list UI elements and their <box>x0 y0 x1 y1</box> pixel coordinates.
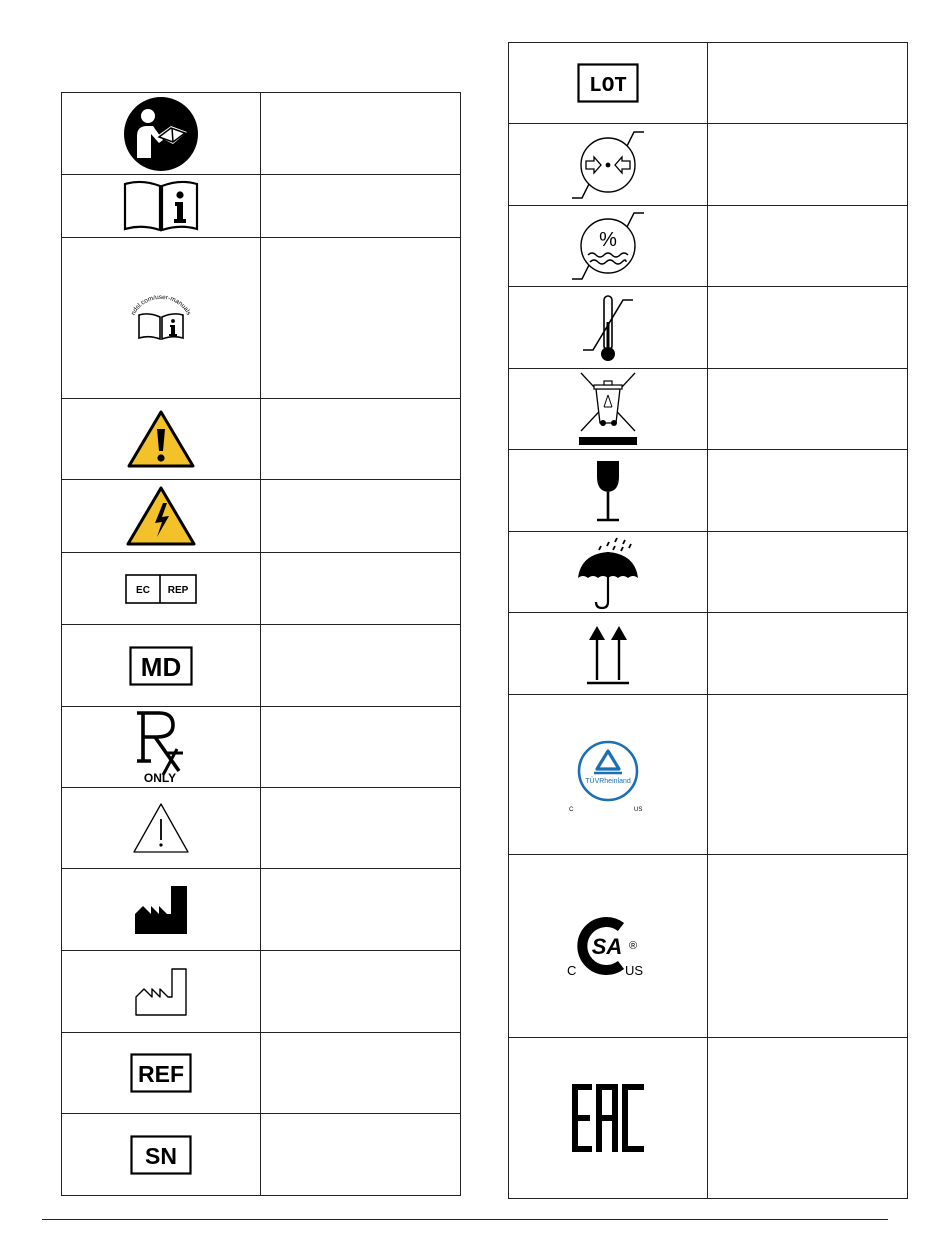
reference-number-icon <box>130 1053 192 1093</box>
symbol-cell <box>509 369 708 450</box>
atmospheric-pressure-limit-icon <box>570 128 646 202</box>
humidity-limit-icon <box>570 209 646 283</box>
table-row <box>509 287 908 369</box>
table-row <box>62 707 461 788</box>
caution-icon <box>131 801 191 855</box>
table-row <box>62 93 461 175</box>
symbol-cell <box>509 532 708 613</box>
symbol-cell <box>62 553 261 625</box>
table-row <box>62 553 461 625</box>
csa-brand-text: SA <box>591 934 623 959</box>
temperature-limit-icon <box>581 290 635 366</box>
description-cell <box>261 869 461 951</box>
description-cell <box>708 369 908 450</box>
electrical-hazard-icon <box>125 485 197 547</box>
eac-mark-icon <box>570 1080 646 1156</box>
description-cell <box>261 175 461 238</box>
keep-dry-icon <box>575 534 641 610</box>
description-cell <box>708 855 908 1038</box>
symbols-table-left <box>61 92 461 1196</box>
table-row <box>62 175 461 238</box>
symbol-cell <box>509 43 708 124</box>
table-row <box>509 855 908 1038</box>
table-row <box>62 951 461 1033</box>
table-row <box>509 613 908 695</box>
description-cell <box>261 238 461 399</box>
lot-label: LOT <box>589 75 627 98</box>
symbol-cell <box>62 869 261 951</box>
symbol-cell <box>509 1038 708 1199</box>
sn-label: SN <box>145 1142 177 1169</box>
table-row <box>62 1114 461 1196</box>
symbol-cell <box>62 238 261 399</box>
serial-number-icon <box>130 1135 192 1175</box>
symbol-cell <box>62 707 261 788</box>
manual-url-text: ndsl.com/user-manuals <box>129 293 193 317</box>
table-row <box>62 1033 461 1114</box>
description-cell <box>708 124 908 206</box>
description-cell <box>261 93 461 175</box>
symbol-cell <box>509 450 708 532</box>
symbol-cell <box>62 788 261 869</box>
description-cell <box>261 1114 461 1196</box>
table-row <box>62 480 461 553</box>
table-row <box>509 43 908 124</box>
table-row <box>509 1038 908 1199</box>
table-row <box>509 450 908 532</box>
table-row <box>62 625 461 707</box>
tuv-c-label: C <box>569 806 574 813</box>
symbol-cell <box>509 855 708 1038</box>
description-cell <box>708 532 908 613</box>
symbol-cell <box>62 93 261 175</box>
description-cell <box>708 1038 908 1199</box>
this-way-up-icon <box>585 622 631 686</box>
table-row <box>509 124 908 206</box>
symbol-cell <box>509 124 708 206</box>
csa-registered-mark: ® <box>629 940 638 952</box>
symbol-cell <box>62 951 261 1033</box>
humidity-percent-label: % <box>599 229 617 251</box>
medical-device-icon <box>129 646 193 686</box>
description-cell <box>261 399 461 480</box>
description-cell <box>261 480 461 553</box>
description-cell <box>261 788 461 869</box>
table-row <box>509 532 908 613</box>
description-cell <box>261 951 461 1033</box>
csa-c-label: C <box>567 963 577 978</box>
only-label: ONLY <box>143 771 177 785</box>
date-of-manufacture-icon <box>133 966 189 1018</box>
symbol-cell <box>62 399 261 480</box>
table-row <box>509 206 908 287</box>
description-cell <box>708 43 908 124</box>
symbol-cell <box>62 1033 261 1114</box>
symbol-cell <box>509 206 708 287</box>
tuv-rheinland-mark-icon <box>566 735 650 815</box>
lot-number-icon <box>577 63 639 103</box>
symbol-cell <box>62 480 261 553</box>
md-label: MD <box>140 651 182 682</box>
description-cell <box>708 287 908 369</box>
general-warning-icon <box>126 409 196 469</box>
table-row <box>509 369 908 450</box>
tuv-brand-text: TÜVRheinland <box>585 777 631 785</box>
symbol-cell <box>62 625 261 707</box>
ec-label: EC <box>136 584 150 596</box>
csa-us-label: US <box>625 963 644 978</box>
table-row <box>509 695 908 855</box>
weee-disposal-icon <box>577 371 639 447</box>
table-row <box>62 869 461 951</box>
symbol-cell <box>62 1114 261 1196</box>
footer-rule <box>42 1219 888 1220</box>
tuv-us-label: US <box>634 806 643 813</box>
ref-label: REF <box>138 1061 184 1087</box>
read-manual-icon <box>123 96 199 172</box>
table-row <box>62 399 461 480</box>
description-cell <box>708 695 908 855</box>
description-cell <box>261 707 461 788</box>
description-cell <box>261 1033 461 1114</box>
symbols-table-right <box>508 42 908 1199</box>
svg-text:ndsl.com/user-manuals <box>130 294 192 316</box>
symbol-cell <box>509 613 708 695</box>
table-row <box>62 238 461 399</box>
description-cell <box>708 206 908 287</box>
symbol-cell <box>509 287 708 369</box>
symbol-cell <box>62 175 261 238</box>
csa-mark-icon <box>567 913 649 979</box>
rx-only-icon <box>133 709 189 785</box>
description-cell <box>261 553 461 625</box>
rep-label: REP <box>167 584 189 596</box>
online-user-manuals-icon <box>125 293 197 343</box>
symbol-cell <box>509 695 708 855</box>
description-cell <box>708 613 908 695</box>
table-row <box>62 788 461 869</box>
description-cell <box>708 450 908 532</box>
description-cell <box>261 625 461 707</box>
ec-rep-icon <box>125 574 197 604</box>
fragile-icon <box>591 459 625 523</box>
manufacturer-icon <box>133 884 189 936</box>
consult-instructions-icon <box>122 179 200 233</box>
